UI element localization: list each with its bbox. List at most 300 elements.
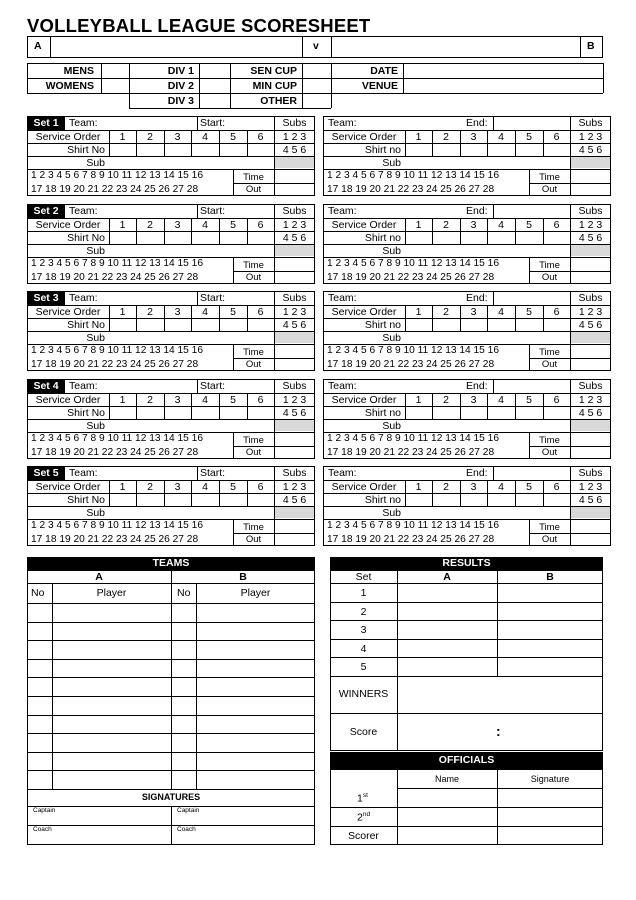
set-5-right-sub-label: Sub xyxy=(382,507,401,519)
set-3-right-score-line-2[interactable]: 17 18 19 20 21 22 23 24 25 26 27 28 xyxy=(327,359,495,370)
set-2-left-shirt-cell-2[interactable] xyxy=(137,232,164,243)
set-4-left-shirt-cell-4[interactable] xyxy=(192,407,219,418)
set-4-right-sub-cell-6[interactable] xyxy=(544,420,570,431)
set-5-left-shirt-cell-5[interactable] xyxy=(220,494,247,505)
set-1-left-subs-123: 1 2 3 xyxy=(282,131,307,143)
teams-no-b: No xyxy=(177,587,191,599)
set-1-right-shirt-cell-6[interactable] xyxy=(544,144,570,155)
set-1-right-sub-cell-6[interactable] xyxy=(544,157,570,168)
set-4-left-sub-cell-6[interactable] xyxy=(248,420,274,431)
set-1-left-shirt-cell-4[interactable] xyxy=(192,144,219,155)
set-2-right-shirt-cell-2[interactable] xyxy=(433,232,460,243)
signatures-label: SIGNATURES xyxy=(141,792,201,802)
set-5-left-sub-cell-2[interactable] xyxy=(137,507,164,518)
set-1-left-shirt-cell-5[interactable] xyxy=(220,144,247,155)
set-3-left-sub-cell-4[interactable] xyxy=(192,332,219,343)
set-4-right-shirt-cell-5[interactable] xyxy=(516,407,543,418)
set-3-right-team-field[interactable] xyxy=(398,292,492,304)
set-5-right-sub-cell-1[interactable] xyxy=(406,507,432,518)
set-3-left-sub-cell-6[interactable] xyxy=(248,332,274,343)
results-set-5: 5 xyxy=(360,661,367,674)
set-1-right-score-line-1[interactable]: 1 2 3 4 5 6 7 8 9 10 11 12 13 14 15 16 xyxy=(327,170,500,181)
set-2-left-score-line-2[interactable]: 17 18 19 20 21 22 23 24 25 26 27 28 xyxy=(31,271,199,283)
set-5-left-subs-label: Subs xyxy=(282,467,307,479)
set-5-right-shirt-cell-1[interactable] xyxy=(406,494,432,505)
set-5-left-sub-cell-1[interactable] xyxy=(110,507,136,518)
set-5-left-score-line-2[interactable]: 17 18 19 20 21 22 23 24 25 26 27 28 xyxy=(31,534,199,545)
set-1-right-subs-label: Subs xyxy=(578,117,603,129)
set-5-right-time-label: Time xyxy=(539,522,560,533)
set-2-right-shirt-cell-4[interactable] xyxy=(488,232,515,243)
captain-b-label: Captain xyxy=(177,807,200,814)
set-3-right-sub-cell-2[interactable] xyxy=(433,332,460,343)
player-a-no-field[interactable] xyxy=(28,734,51,751)
set-3-left-score-line-2[interactable]: 17 18 19 20 21 22 23 24 25 26 27 28 xyxy=(31,359,199,370)
set-4-left-subs-label: Subs xyxy=(282,379,307,392)
set-5-right-sub-cell-6[interactable] xyxy=(544,507,570,518)
player-b-no-field[interactable] xyxy=(172,604,195,621)
set-3-right-timeout-1[interactable] xyxy=(571,345,610,357)
set-5-right-timeout-1[interactable] xyxy=(571,520,610,532)
date-field[interactable] xyxy=(404,64,602,77)
officials-header: OFFICIALS xyxy=(330,752,603,769)
player-b-name-field[interactable] xyxy=(197,697,314,714)
set-1-left-team-field[interactable] xyxy=(102,117,196,129)
set-2-left-sub-cell-4[interactable] xyxy=(192,245,219,256)
set-1-left-subs-456: 4 5 6 xyxy=(282,144,307,156)
player-b-name-field[interactable] xyxy=(197,660,314,677)
scorer-name[interactable] xyxy=(398,827,496,844)
player-b-no-field[interactable] xyxy=(172,623,195,640)
set-2-left-shirt-cell-6[interactable] xyxy=(248,232,274,243)
set-4-right-team-field[interactable] xyxy=(398,380,492,392)
set-5-right-sub-cell-5[interactable] xyxy=(516,507,543,518)
winners-field[interactable] xyxy=(398,677,602,712)
set-4-right-score-line-1[interactable]: 1 2 3 4 5 6 7 8 9 10 11 12 13 14 15 16 xyxy=(327,432,500,444)
div3-label: DIV 3 xyxy=(167,95,194,107)
set-2-left-sub-cell-3[interactable] xyxy=(165,245,191,256)
player-b-name-field[interactable] xyxy=(197,604,314,621)
set-1-left-position-5: 5 xyxy=(230,131,236,143)
player-b-name-field[interactable] xyxy=(197,716,314,733)
set-4-right-sub-cell-3[interactable] xyxy=(461,420,487,431)
player-b-no-field[interactable] xyxy=(172,697,195,714)
set-5-right-team-field[interactable] xyxy=(398,467,492,479)
team-b-letter: B xyxy=(587,40,595,52)
set-1-right-timeout-2[interactable] xyxy=(571,184,610,195)
set-4-right-score-line-2[interactable]: 17 18 19 20 21 22 23 24 25 26 27 28 xyxy=(327,446,495,458)
player-a-name-field[interactable] xyxy=(53,697,170,714)
set-4-left-position-5: 5 xyxy=(230,393,236,406)
set-5-left-team-field[interactable] xyxy=(102,467,196,479)
set-4-left-service-order-label: Service Order xyxy=(35,393,101,406)
sen-cup-checkbox[interactable] xyxy=(303,64,330,77)
set-1-right-position-1: 1 xyxy=(415,131,422,143)
set-1-right-subs-456: 4 5 6 xyxy=(578,144,603,156)
set-4-left-team-label: Team: xyxy=(69,379,98,392)
set-1-left-sub-cell-1[interactable] xyxy=(110,157,136,168)
other-checkbox[interactable] xyxy=(303,94,330,107)
set-2-right-shirt-cell-1[interactable] xyxy=(406,232,432,243)
set-4-left-sub-cell-1[interactable] xyxy=(110,420,136,431)
set-1-left-position-1: 1 xyxy=(119,131,126,143)
player-b-no-field[interactable] xyxy=(172,753,195,770)
results-set-4-b[interactable] xyxy=(498,640,602,657)
set-5-right-position-4: 4 xyxy=(498,481,504,493)
set-5-left-start-label: Start: xyxy=(200,467,226,479)
score-b-field[interactable] xyxy=(505,714,602,750)
set-2-left-sub-cell-5[interactable] xyxy=(220,245,247,256)
player-a-no-field[interactable] xyxy=(28,660,51,677)
set-1-right-shirt-cell-3[interactable] xyxy=(461,144,487,155)
scorer-signature[interactable] xyxy=(498,827,602,844)
set-4-left-team-field[interactable] xyxy=(102,380,196,392)
player-a-name-field[interactable] xyxy=(53,641,170,658)
player-a-name-field[interactable] xyxy=(53,623,170,640)
set-1-right-shirt-no-label: Shirt no xyxy=(364,144,401,156)
player-a-name-field[interactable] xyxy=(53,678,170,695)
set-3-right-shirt-cell-4[interactable] xyxy=(488,319,515,330)
set-2-left-timeout-1[interactable] xyxy=(275,258,314,270)
set-5-right-subs-label: Subs xyxy=(578,467,603,479)
set-4-left-shirt-cell-1[interactable] xyxy=(110,407,136,418)
set-3-left-sub-cell-5[interactable] xyxy=(220,332,247,343)
set-5-right-sub-cell-3[interactable] xyxy=(461,507,487,518)
other-label: OTHER xyxy=(260,95,297,107)
set-2-right-shirt-cell-6[interactable] xyxy=(544,232,570,243)
set-4-right-shirt-cell-3[interactable] xyxy=(461,407,487,418)
set-4-left-timeout-2[interactable] xyxy=(275,447,314,458)
set-4-right-sub-cell-1[interactable] xyxy=(406,420,432,431)
player-b-no-field[interactable] xyxy=(172,771,195,788)
set-5-right-shirt-cell-3[interactable] xyxy=(461,494,487,505)
captain-a-label: Captain xyxy=(33,807,56,814)
set-1-right-position-2: 2 xyxy=(443,131,449,143)
player-b-name-field[interactable] xyxy=(197,641,314,658)
set-2-left-position-2: 2 xyxy=(147,218,153,231)
set-2-right-sub-cell-3[interactable] xyxy=(461,245,487,256)
captain-a-signature[interactable] xyxy=(28,815,170,825)
set-2-right-sub-cell-4[interactable] xyxy=(488,245,515,256)
results-set-1-a[interactable] xyxy=(398,584,496,601)
set-1-left-sub-cell-5[interactable] xyxy=(220,157,247,168)
set-4-right-sub-cell-4[interactable] xyxy=(488,420,515,431)
min-cup-checkbox[interactable] xyxy=(303,79,330,92)
set-3-right-shirt-cell-5[interactable] xyxy=(516,319,543,330)
set-1-left-score-line-1[interactable]: 1 2 3 4 5 6 7 8 9 10 11 12 13 14 15 16 xyxy=(31,170,204,181)
set-1-right-sub-cell-1[interactable] xyxy=(406,157,432,168)
set-3-right-score-line-1[interactable]: 1 2 3 4 5 6 7 8 9 10 11 12 13 14 15 16 xyxy=(327,345,500,356)
set-1-right-timeout-1[interactable] xyxy=(571,170,610,182)
set-4-left-shirt-cell-2[interactable] xyxy=(137,407,164,418)
set-1-left-team-label: Team: xyxy=(69,117,98,129)
player-a-no-field[interactable] xyxy=(28,716,51,733)
set-2-left-team-field[interactable] xyxy=(102,205,196,217)
set-3-right-sub-cell-3[interactable] xyxy=(461,332,487,343)
set-1-left-sub-cell-6[interactable] xyxy=(248,157,274,168)
first-referee-signature[interactable] xyxy=(498,789,602,806)
set-2-left-label: Set 2 xyxy=(27,204,65,218)
player-a-no-field[interactable] xyxy=(28,604,51,621)
set-1-right-sub-label: Sub xyxy=(382,157,401,169)
set-5-right-sub-cell-4[interactable] xyxy=(488,507,515,518)
set-2-right-sub-cell-2[interactable] xyxy=(433,245,460,256)
set-4-left-time-label: Time xyxy=(243,434,264,446)
set-5-left-sub-cell-6[interactable] xyxy=(248,507,274,518)
set-1-right-team-field[interactable] xyxy=(398,117,492,129)
teams-player-a: Player xyxy=(96,587,127,599)
set-4-right-shirt-cell-1[interactable] xyxy=(406,407,432,418)
results-set-3-b[interactable] xyxy=(498,621,602,638)
set-2-left-sub-cell-1[interactable] xyxy=(110,245,136,256)
player-b-name-field[interactable] xyxy=(197,623,314,640)
set-5-left-service-order-label: Service Order xyxy=(35,481,101,493)
set-4-left-sub-cell-2[interactable] xyxy=(137,420,164,431)
player-b-no-field[interactable] xyxy=(172,716,195,733)
set-3-right-sub-cell-1[interactable] xyxy=(406,332,432,343)
set-2-left-sub-cell-2[interactable] xyxy=(137,245,164,256)
set-5-left-score-line-1[interactable]: 1 2 3 4 5 6 7 8 9 10 11 12 13 14 15 16 xyxy=(31,520,204,531)
second-referee-name[interactable] xyxy=(398,808,496,825)
player-a-name-field[interactable] xyxy=(53,753,170,770)
set-1-left-subs-label: Subs xyxy=(282,117,307,129)
results-set-3-a[interactable] xyxy=(398,621,496,638)
set-5-right-sub-cell-2[interactable] xyxy=(433,507,460,518)
set-1-left-timeout-1[interactable] xyxy=(275,170,314,182)
set-3-left-subs-456: 4 5 6 xyxy=(282,319,307,331)
player-a-name-field[interactable] xyxy=(53,604,170,621)
set-1-left-sub-cell-4[interactable] xyxy=(192,157,219,168)
set-1-right-shirt-cell-5[interactable] xyxy=(516,144,543,155)
set-2-left-score-line-1[interactable]: 1 2 3 4 5 6 7 8 9 10 11 12 13 14 15 16 xyxy=(31,257,204,269)
set-4-right-shirt-cell-2[interactable] xyxy=(433,407,460,418)
team-a-name-field[interactable] xyxy=(51,37,301,57)
set-4-left-shirt-cell-3[interactable] xyxy=(165,407,191,418)
results-set-5-b[interactable] xyxy=(498,658,602,675)
set-5-left-sub-cell-4[interactable] xyxy=(192,507,219,518)
set-4-left-timeout-1[interactable] xyxy=(275,433,314,445)
team-b-name-field[interactable] xyxy=(332,37,579,57)
set-5-left-shirt-cell-6[interactable] xyxy=(248,494,274,505)
set-2-left-shirt-cell-4[interactable] xyxy=(192,232,219,243)
score-a-field[interactable] xyxy=(398,714,493,750)
mens-checkbox[interactable] xyxy=(102,64,128,77)
set-1-left-position-6: 6 xyxy=(257,131,264,143)
set-1-left-shirt-cell-1[interactable] xyxy=(110,144,136,155)
results-set-2-b[interactable] xyxy=(498,603,602,620)
set-4-right-sub-cell-2[interactable] xyxy=(433,420,460,431)
set-3-right-sub-cell-4[interactable] xyxy=(488,332,515,343)
player-b-name-field[interactable] xyxy=(197,734,314,751)
set-1-right-shirt-cell-4[interactable] xyxy=(488,144,515,155)
set-3-left-subs-label: Subs xyxy=(282,292,307,304)
second-referee-signature[interactable] xyxy=(498,808,602,825)
set-4-left-shirt-cell-5[interactable] xyxy=(220,407,247,418)
set-2-left-out-label: Out xyxy=(245,271,262,283)
player-a-no-field[interactable] xyxy=(28,697,51,714)
set-5-right-out-label: Out xyxy=(541,534,558,545)
set-5-right-shirt-cell-5[interactable] xyxy=(516,494,543,505)
set-3-left-sub-cell-1[interactable] xyxy=(110,332,136,343)
set-1-right-shirt-cell-2[interactable] xyxy=(433,144,460,155)
set-4-left-sub-cell-5[interactable] xyxy=(220,420,247,431)
set-3-right-sub-cell-5[interactable] xyxy=(516,332,543,343)
player-a-no-field[interactable] xyxy=(28,753,51,770)
set-5-left-sub-cell-5[interactable] xyxy=(220,507,247,518)
set-5-left-timeout-1[interactable] xyxy=(275,520,314,532)
set-5-right-team-label: Team: xyxy=(328,467,357,479)
set-3-right-shirt-cell-1[interactable] xyxy=(406,319,432,330)
set-1-left-position-2: 2 xyxy=(147,131,153,143)
set-2-right-shirt-cell-5[interactable] xyxy=(516,232,543,243)
set-4-right-sub-label: Sub xyxy=(382,419,401,432)
player-a-no-field[interactable] xyxy=(28,678,51,695)
results-set-4-a[interactable] xyxy=(398,640,496,657)
set-4-right-timeout-1[interactable] xyxy=(571,433,610,445)
set-1-left-shirt-cell-6[interactable] xyxy=(248,144,274,155)
set-2-right-team-field[interactable] xyxy=(398,205,492,217)
set-3-left-sub-label: Sub xyxy=(86,332,105,344)
set-1-left-sub-cell-3[interactable] xyxy=(165,157,191,168)
set-1-right-position-4: 4 xyxy=(498,131,504,143)
captain-b-signature[interactable] xyxy=(172,815,314,825)
set-2-left-position-4: 4 xyxy=(202,218,208,231)
set-2-right-subs-label: Subs xyxy=(578,204,603,217)
set-5-right-shirt-cell-4[interactable] xyxy=(488,494,515,505)
set-2-right-score-line-1[interactable]: 1 2 3 4 5 6 7 8 9 10 11 12 13 14 15 16 xyxy=(327,257,500,269)
set-3-left-shirt-cell-1[interactable] xyxy=(110,319,136,330)
set-1-left-timeout-2[interactable] xyxy=(275,184,314,195)
set-2-right-sub-cell-1[interactable] xyxy=(406,245,432,256)
first-referee-name[interactable] xyxy=(398,789,496,806)
set-3-left-score-line-1[interactable]: 1 2 3 4 5 6 7 8 9 10 11 12 13 14 15 16 xyxy=(31,345,204,356)
set-4-right-shirt-cell-4[interactable] xyxy=(488,407,515,418)
results-set-2-a[interactable] xyxy=(398,603,496,620)
set-4-left-score-line-2[interactable]: 17 18 19 20 21 22 23 24 25 26 27 28 xyxy=(31,446,199,458)
set-3-left-shirt-cell-6[interactable] xyxy=(248,319,274,330)
set-5-left-sub-cell-3[interactable] xyxy=(165,507,191,518)
set-4-left-sub-cell-3[interactable] xyxy=(165,420,191,431)
set-4-left-sub-cell-4[interactable] xyxy=(192,420,219,431)
set-1-left-shirt-cell-2[interactable] xyxy=(137,144,164,155)
player-a-name-field[interactable] xyxy=(53,734,170,751)
div3-checkbox[interactable] xyxy=(200,94,229,107)
min-cup-label: MIN CUP xyxy=(252,80,297,92)
set-4-left-shirt-cell-6[interactable] xyxy=(248,407,274,418)
set-3-right-shirt-cell-6[interactable] xyxy=(544,319,570,330)
player-b-no-field[interactable] xyxy=(172,734,195,751)
set-3-left-timeout-1[interactable] xyxy=(275,345,314,357)
player-a-no-field[interactable] xyxy=(28,771,51,788)
set-4-left-sub-label: Sub xyxy=(86,419,105,432)
set-5-left-shirt-cell-2[interactable] xyxy=(137,494,164,505)
set-2-right-timeout-2[interactable] xyxy=(571,272,610,283)
set-1-left-shirt-cell-3[interactable] xyxy=(165,144,191,155)
set-5-right-subs-456: 4 5 6 xyxy=(578,494,603,506)
set-2-left-sub-label: Sub xyxy=(86,244,105,257)
player-b-no-field[interactable] xyxy=(172,660,195,677)
set-2-right-timeout-1[interactable] xyxy=(571,258,610,270)
set-4-right-timeout-2[interactable] xyxy=(571,447,610,458)
set-4-right-shirt-cell-6[interactable] xyxy=(544,407,570,418)
player-a-no-field[interactable] xyxy=(28,641,51,658)
venue-field[interactable] xyxy=(404,79,602,92)
set-2-right-score-line-2[interactable]: 17 18 19 20 21 22 23 24 25 26 27 28 xyxy=(327,271,495,283)
set-1-right-sub-cell-5[interactable] xyxy=(516,157,543,168)
set-1-left-sub-cell-2[interactable] xyxy=(137,157,164,168)
set-5-left-shirt-cell-1[interactable] xyxy=(110,494,136,505)
set-3-left-shirt-cell-4[interactable] xyxy=(192,319,219,330)
player-b-no-field[interactable] xyxy=(172,641,195,658)
set-4-right-sub-cell-5[interactable] xyxy=(516,420,543,431)
set-5-right-score-line-2[interactable]: 17 18 19 20 21 22 23 24 25 26 27 28 xyxy=(327,534,495,545)
player-b-name-field[interactable] xyxy=(197,771,314,788)
set-1-right-shirt-cell-1[interactable] xyxy=(406,144,432,155)
womens-checkbox[interactable] xyxy=(102,79,128,92)
set-2-left-shirt-cell-3[interactable] xyxy=(165,232,191,243)
set-3-right-timeout-2[interactable] xyxy=(571,359,610,370)
set-5-left-shirt-cell-4[interactable] xyxy=(192,494,219,505)
set-2-right-sub-cell-5[interactable] xyxy=(516,245,543,256)
set-1-right-score-line-2[interactable]: 17 18 19 20 21 22 23 24 25 26 27 28 xyxy=(327,184,495,195)
set-2-left-sub-cell-6[interactable] xyxy=(248,245,274,256)
set-5-right-shirt-cell-2[interactable] xyxy=(433,494,460,505)
player-a-name-field[interactable] xyxy=(53,771,170,788)
set-2-right-shirt-cell-3[interactable] xyxy=(461,232,487,243)
set-1-right-sub-cell-4[interactable] xyxy=(488,157,515,168)
set-3-right-shirt-cell-3[interactable] xyxy=(461,319,487,330)
set-3-left-sub-cell-2[interactable] xyxy=(137,332,164,343)
set-3-left-timeout-2[interactable] xyxy=(275,359,314,370)
player-b-no-field[interactable] xyxy=(172,678,195,695)
div1-label: DIV 1 xyxy=(167,65,194,77)
player-b-name-field[interactable] xyxy=(197,753,314,770)
set-3-right-shirt-cell-2[interactable] xyxy=(433,319,460,330)
player-a-name-field[interactable] xyxy=(53,716,170,733)
set-2-right-sub-cell-6[interactable] xyxy=(544,245,570,256)
coach-a-signature[interactable] xyxy=(28,834,170,844)
player-a-no-field[interactable] xyxy=(28,623,51,640)
set-5-left-shirt-cell-3[interactable] xyxy=(165,494,191,505)
set-5-right-timeout-2[interactable] xyxy=(571,534,610,545)
set-2-left-timeout-2[interactable] xyxy=(275,272,314,283)
set-5-right-shirt-cell-6[interactable] xyxy=(544,494,570,505)
set-3-left-shirt-cell-5[interactable] xyxy=(220,319,247,330)
player-a-name-field[interactable] xyxy=(53,660,170,677)
set-2-left-shirt-cell-1[interactable] xyxy=(110,232,136,243)
set-3-left-team-field[interactable] xyxy=(102,292,196,304)
set-3-left-sub-cell-3[interactable] xyxy=(165,332,191,343)
results-set-1-b[interactable] xyxy=(498,584,602,601)
set-1-right-sub-cell-3[interactable] xyxy=(461,157,487,168)
second-referee-label: 2nd xyxy=(357,811,371,824)
set-5-right-score-line-1[interactable]: 1 2 3 4 5 6 7 8 9 10 11 12 13 14 15 16 xyxy=(327,520,500,531)
set-4-left-score-line-1[interactable]: 1 2 3 4 5 6 7 8 9 10 11 12 13 14 15 16 xyxy=(31,432,204,444)
div2-checkbox[interactable] xyxy=(200,79,229,92)
set-1-right-sub-cell-2[interactable] xyxy=(433,157,460,168)
set-3-right-sub-cell-6[interactable] xyxy=(544,332,570,343)
set-2-left-shirt-cell-5[interactable] xyxy=(220,232,247,243)
set-1-left-score-line-2[interactable]: 17 18 19 20 21 22 23 24 25 26 27 28 xyxy=(31,184,199,195)
div1-checkbox[interactable] xyxy=(200,64,229,77)
score-colon: : xyxy=(496,723,501,739)
set-5-left-timeout-2[interactable] xyxy=(275,534,314,545)
set-3-left-shirt-cell-2[interactable] xyxy=(137,319,164,330)
coach-b-signature[interactable] xyxy=(172,834,314,844)
set-3-left-shirt-cell-3[interactable] xyxy=(165,319,191,330)
results-set-5-a[interactable] xyxy=(398,658,496,675)
player-b-name-field[interactable] xyxy=(197,678,314,695)
